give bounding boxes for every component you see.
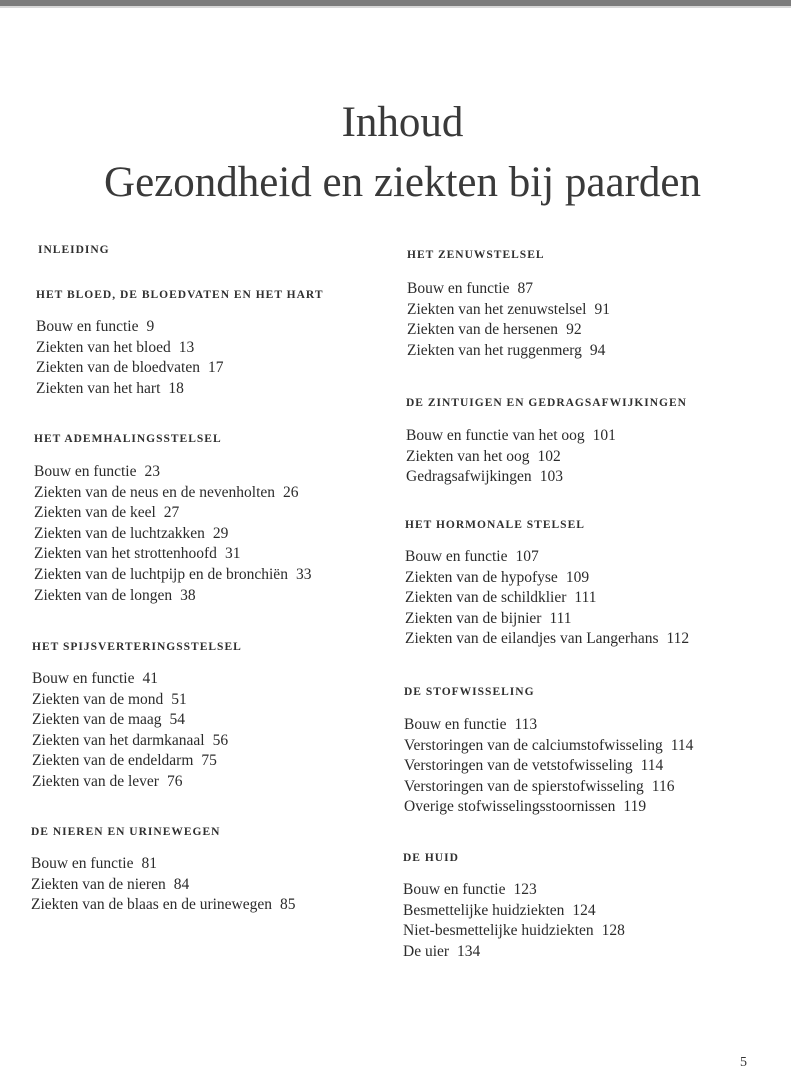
toc-entry-list xyxy=(404,715,693,818)
toc-entry-title: Ziekten van de keel xyxy=(34,504,156,522)
toc-entry-title: Ziekten van het ruggenmerg xyxy=(407,341,582,359)
toc-entry xyxy=(32,772,242,793)
toc-section xyxy=(34,433,311,606)
toc-entry xyxy=(34,544,311,565)
toc-entry-page: 51 xyxy=(171,690,187,708)
toc-entry-page: 94 xyxy=(589,341,606,359)
toc-entry-title: Overige stofwisselingsstoornissen xyxy=(404,798,616,816)
toc-entry xyxy=(403,921,625,942)
toc-entry-title: Bouw en functie xyxy=(407,280,510,297)
toc-entry xyxy=(403,901,625,922)
toc-section-heading: INLEIDING xyxy=(38,244,110,256)
toc-entry-title: Verstoringen van de spierstofwisseling xyxy=(404,777,644,795)
toc-entry-title: Ziekten van de bloedvaten xyxy=(36,359,200,377)
toc-entry xyxy=(36,358,324,379)
toc-entry-page: 9 xyxy=(146,318,155,335)
toc-entry-page: 101 xyxy=(592,427,616,444)
toc-entry-list xyxy=(32,669,242,793)
toc-section-heading: DE HUID xyxy=(403,852,459,864)
toc-entry-title: Ziekten van de nieren xyxy=(31,875,166,893)
toc-entry-list xyxy=(405,547,689,650)
toc-entry-page: 31 xyxy=(224,545,241,563)
toc-section-heading: DE STOFWISSELING xyxy=(404,686,535,698)
toc-entry xyxy=(407,300,610,321)
toc-entry-title: Ziekten van de mond xyxy=(32,690,164,708)
toc-entry-title: De uier xyxy=(403,942,450,960)
toc-entry-title: Ziekten van het darmkanaal xyxy=(32,731,205,749)
toc-entry xyxy=(403,880,625,901)
toc-entry-title: Bouw en functie van het oog xyxy=(406,427,585,444)
toc-section-heading: HET ZENUWSTELSEL xyxy=(407,249,545,261)
page-top-border-shadow xyxy=(0,6,791,8)
toc-entry xyxy=(32,710,242,731)
toc-entry-page: 13 xyxy=(178,338,195,356)
toc-entry xyxy=(34,565,311,586)
toc-entry-page: 33 xyxy=(295,565,312,583)
toc-entry-title: Ziekten van de endeldarm xyxy=(32,752,194,770)
toc-entry-list xyxy=(34,462,311,606)
toc-entry-page: 123 xyxy=(513,881,537,898)
toc-entry-title: Ziekten van het zenuwstelsel xyxy=(407,300,587,318)
toc-entry-page: 38 xyxy=(180,586,196,604)
toc-entry-title: Ziekten van het strottenhoofd xyxy=(34,545,217,563)
toc-entry-page: 113 xyxy=(514,716,538,733)
toc-entry-page: 91 xyxy=(594,300,610,318)
toc-section xyxy=(404,686,693,818)
toc-section xyxy=(36,289,324,399)
toc-section-heading: HET HORMONALE STELSEL xyxy=(405,519,585,531)
toc-entry xyxy=(404,777,693,798)
toc-entry-page: 103 xyxy=(539,468,563,486)
toc-entry xyxy=(405,629,689,650)
toc-entry-title: Ziekten van de luchtpijp en de bronchiën xyxy=(34,565,288,583)
toc-section-heading: HET SPIJSVERTERINGSSTELSEL xyxy=(32,641,242,653)
toc-entry-page: 92 xyxy=(566,321,582,339)
toc-section xyxy=(405,519,689,650)
toc-entry xyxy=(404,797,693,818)
toc-entry xyxy=(36,317,324,338)
toc-entry-page: 81 xyxy=(141,855,157,872)
toc-entry-page: 17 xyxy=(207,359,224,377)
toc-entry-page: 114 xyxy=(670,736,694,754)
toc-entry xyxy=(407,341,610,362)
toc-entry xyxy=(32,669,242,690)
toc-entry-list xyxy=(403,880,625,962)
toc-entry xyxy=(32,690,242,711)
toc-entry-title: Ziekten van de blaas en de urinewegen xyxy=(31,896,273,914)
toc-section xyxy=(31,826,296,916)
toc-entry xyxy=(404,736,693,757)
toc-entry-title: Verstoringen van de vetstofwisseling xyxy=(404,757,633,775)
toc-entry xyxy=(406,447,687,468)
toc-entry-page: 29 xyxy=(212,524,229,542)
toc-section-heading: DE ZINTUIGEN EN GEDRAGSAFWIJKINGEN xyxy=(406,397,687,409)
toc-entry xyxy=(36,338,324,359)
toc-entry-title: Ziekten van de longen xyxy=(34,586,173,604)
toc-entry xyxy=(34,483,311,504)
toc-entry-title: Bouw en functie xyxy=(31,855,134,872)
toc-entry-title: Bouw en functie xyxy=(36,318,139,335)
toc-entry xyxy=(404,756,693,777)
toc-entry-title: Bouw en functie xyxy=(405,548,508,565)
toc-section xyxy=(38,244,110,256)
toc-entry xyxy=(405,609,689,630)
toc-entry xyxy=(404,715,693,736)
toc-entry-title: Ziekten van de hypofyse xyxy=(405,568,558,586)
toc-entry-title: Ziekten van de schildklier xyxy=(405,589,567,607)
toc-entry-title: Niet-besmettelijke huidziekten xyxy=(403,922,594,940)
toc-entry-page: 41 xyxy=(142,670,158,687)
toc-entry xyxy=(32,751,242,772)
toc-entry-page: 109 xyxy=(565,568,590,586)
toc-entry-title: Ziekten van de maag xyxy=(32,711,162,729)
toc-entry-title: Besmettelijke huidziekten xyxy=(403,901,565,919)
toc-entry-page: 112 xyxy=(666,630,690,648)
toc-entry-title: Ziekten van het hart xyxy=(36,379,161,397)
toc-entry xyxy=(34,524,311,545)
toc-section-heading: HET ADEMHALINGSSTELSEL xyxy=(34,433,222,445)
toc-entry-page: 124 xyxy=(572,901,596,919)
toc-entry-page: 134 xyxy=(457,942,481,960)
toc-entry-page: 76 xyxy=(166,772,183,790)
page-title: Inhoud xyxy=(341,99,464,146)
toc-entry-page: 26 xyxy=(283,483,299,501)
toc-entry xyxy=(31,854,296,875)
toc-entry-title: Ziekten van het oog xyxy=(406,447,530,465)
toc-entry-title: Bouw en functie xyxy=(404,716,507,733)
toc-entry-page: 116 xyxy=(651,777,675,795)
toc-entry-title: Ziekten van de lever xyxy=(32,772,159,790)
toc-entry-title: Ziekten van de bijnier xyxy=(405,609,542,627)
toc-entry-title: Bouw en functie xyxy=(32,670,135,687)
toc-entry-page: 56 xyxy=(212,731,229,749)
toc-entry-list xyxy=(407,279,610,361)
toc-entry-title: Bouw en functie xyxy=(34,463,137,480)
toc-section xyxy=(407,249,610,361)
toc-entry-list xyxy=(31,854,296,916)
toc-section-heading: DE NIEREN EN URINEWEGEN xyxy=(31,826,221,838)
toc-entry xyxy=(34,503,311,524)
toc-entry-title: Gedragsafwijkingen xyxy=(406,468,532,486)
toc-entry xyxy=(31,895,296,916)
toc-entry xyxy=(34,586,311,607)
toc-entry-title: Ziekten van de neus en de nevenholten xyxy=(34,483,276,501)
toc-entry xyxy=(31,875,296,896)
toc-entry xyxy=(34,462,311,483)
toc-entry xyxy=(32,731,242,752)
toc-entry-page: 85 xyxy=(280,896,296,914)
toc-entry xyxy=(406,467,687,488)
toc-entry-page: 111 xyxy=(549,609,572,627)
toc-entry-page: 102 xyxy=(537,447,561,465)
toc-entry xyxy=(406,426,687,447)
toc-entry-page: 128 xyxy=(601,922,625,940)
toc-section xyxy=(403,852,625,962)
toc-entry-page: 75 xyxy=(201,752,217,770)
toc-entry xyxy=(407,279,610,300)
toc-entry-page: 84 xyxy=(173,875,190,893)
toc-entry-page: 119 xyxy=(623,798,647,816)
toc-section xyxy=(32,641,242,793)
toc-entry xyxy=(405,547,689,568)
toc-entry xyxy=(407,320,610,341)
toc-section xyxy=(406,397,687,488)
toc-entry-title: Ziekten van de eilandjes van Langerhans xyxy=(405,630,659,648)
toc-entry-page: 54 xyxy=(169,711,186,729)
toc-entry-title: Ziekten van de hersenen xyxy=(407,321,559,339)
toc-entry-page: 27 xyxy=(163,504,180,522)
toc-entry-page: 107 xyxy=(515,548,539,565)
toc-entry xyxy=(405,588,689,609)
toc-section-heading: HET BLOED, DE BLOEDVATEN EN HET HART xyxy=(36,289,324,301)
toc-entry-title: Ziekten van het bloed xyxy=(36,338,171,356)
toc-entry xyxy=(405,568,689,589)
toc-entry-page: 23 xyxy=(144,463,160,480)
toc-entry-page: 87 xyxy=(517,280,533,297)
toc-entry xyxy=(36,379,324,400)
toc-entry xyxy=(403,942,625,963)
book-title: Gezondheid en ziekten bij paarden xyxy=(104,159,701,206)
toc-entry-page: 18 xyxy=(168,379,184,397)
toc-entry-title: Bouw en functie xyxy=(403,881,506,898)
toc-entry-page: 111 xyxy=(574,589,597,607)
toc-entry-list xyxy=(406,426,687,488)
toc-entry-title: Ziekten van de luchtzakken xyxy=(34,524,205,542)
page-number: 5 xyxy=(740,1055,747,1070)
toc-entry-page: 114 xyxy=(640,757,664,775)
toc-entry-list xyxy=(36,317,324,399)
toc-entry-title: Verstoringen van de calciumstofwisseling xyxy=(404,736,663,754)
